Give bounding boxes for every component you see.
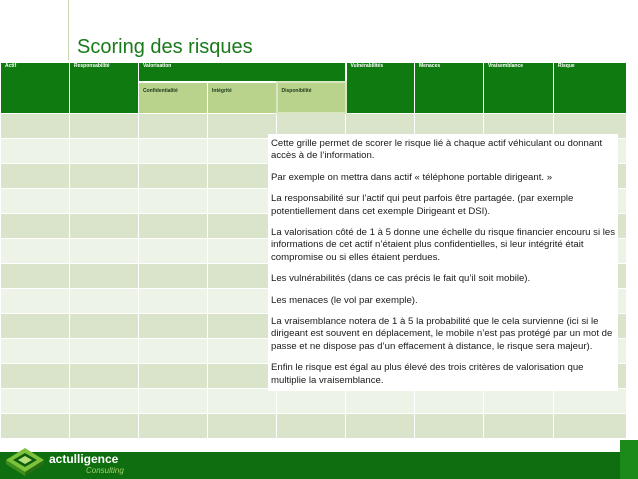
table-cell xyxy=(277,389,346,414)
header-menaces: Menaces xyxy=(415,63,484,114)
table-cell xyxy=(70,364,139,389)
table-cell xyxy=(70,264,139,289)
table-cell xyxy=(70,339,139,364)
note-paragraph: Cette grille permet de scorer le risque lié à chaque actif véhiculant ou donnant accès à de l’information. xyxy=(271,138,603,162)
table-cell xyxy=(70,113,139,139)
note-paragraph: La vraisemblance notera de 1 à 5 la probabilité que le cela survienne (ici si le dirigeant est souvent en déplacement, le mobile n’est pas protégé par un mot de passe et ne dispose pas d’un effacement à distance, le risque sera majeur). xyxy=(271,316,613,352)
footer-corner-accent xyxy=(620,440,638,479)
table-cell xyxy=(70,214,139,239)
table-cell xyxy=(139,289,208,314)
header-risque: Risque xyxy=(554,63,627,114)
table-cell xyxy=(1,189,70,214)
table-cell xyxy=(1,214,70,239)
table-cell xyxy=(208,239,277,264)
table-cell xyxy=(208,339,277,364)
table-cell xyxy=(1,364,70,389)
table-cell xyxy=(208,164,277,189)
table-cell xyxy=(139,164,208,189)
table-cell xyxy=(208,389,277,414)
table-cell xyxy=(139,314,208,339)
table-row xyxy=(1,389,627,414)
table-cell xyxy=(70,314,139,339)
note-paragraph: La valorisation côté de 1 à 5 donne une échelle du risque financier encouru si les informations de cet actif n’étaient plus confidentielles, si leur intégrité était compromise ou si elles étaient perdues. xyxy=(271,227,616,263)
table-cell xyxy=(208,264,277,289)
table-cell xyxy=(1,314,70,339)
table-cell xyxy=(139,239,208,264)
table-cell xyxy=(346,414,415,439)
table-cell xyxy=(139,414,208,439)
table-cell xyxy=(208,139,277,164)
table-cell xyxy=(1,264,70,289)
table-cell xyxy=(139,264,208,289)
table-cell xyxy=(139,389,208,414)
subheader-confidentialite: Confidentialité xyxy=(139,82,208,113)
table-cell xyxy=(484,414,554,439)
table-cell xyxy=(70,289,139,314)
table-cell xyxy=(208,414,277,439)
table-cell xyxy=(554,389,627,414)
table-cell xyxy=(139,339,208,364)
note-paragraph: La responsabilité sur l’actif qui peut parfois être partagée. (par exemple potentiellement dans cet exemple Dirigeant et DSI). xyxy=(271,193,574,217)
table-cell xyxy=(208,189,277,214)
subheader-integrite: Intégrité xyxy=(208,82,277,113)
table-cell xyxy=(1,389,70,414)
table-cell xyxy=(70,189,139,214)
table-cell xyxy=(139,364,208,389)
table-cell xyxy=(139,214,208,239)
header-valorisation: Valorisation xyxy=(139,63,346,83)
table-cell xyxy=(346,389,415,414)
table-cell xyxy=(1,414,70,439)
logo-wordmark: actulligence xyxy=(49,452,119,466)
actulligence-logo-icon xyxy=(4,446,46,478)
table-cell xyxy=(139,189,208,214)
note-paragraph: Par exemple on mettra dans actif « téléphone portable dirigeant. » xyxy=(271,171,553,183)
table-cell xyxy=(139,113,208,139)
header-actif: Actif xyxy=(1,63,70,114)
table-cell xyxy=(415,389,484,414)
logo-subtitle: Consulting xyxy=(86,466,124,475)
table-cell xyxy=(554,414,627,439)
header-vulnerabilites: Vulnérabilités xyxy=(346,63,415,114)
table-cell xyxy=(1,339,70,364)
table-header-row xyxy=(1,63,627,83)
note-paragraph: Les menaces (le vol par exemple). xyxy=(271,294,418,306)
subheader-disponibilite: Disponibilité xyxy=(277,82,346,113)
header-vraisemblance: Vraisemblance xyxy=(484,63,554,114)
table-cell xyxy=(277,414,346,439)
table-row xyxy=(1,414,627,439)
header-responsabilite: Responsabilité xyxy=(70,63,139,114)
table-cell xyxy=(1,239,70,264)
note-paragraph: Enfin le risque est égal au plus élevé des trois critères de valorisation que multiplie la vraisemblance. xyxy=(271,362,584,386)
table-cell xyxy=(70,164,139,189)
table-cell xyxy=(70,239,139,264)
table-cell xyxy=(208,214,277,239)
note-paragraph: Les vulnérabilités (dans ce cas précis le fait qu’il soit mobile). xyxy=(271,273,531,285)
table-cell xyxy=(70,389,139,414)
table-cell xyxy=(208,289,277,314)
table-cell xyxy=(70,139,139,164)
table-cell xyxy=(139,139,208,164)
table-cell xyxy=(208,364,277,389)
table-cell xyxy=(1,164,70,189)
table-cell xyxy=(1,289,70,314)
table-cell xyxy=(1,113,70,139)
table-cell xyxy=(415,414,484,439)
table-cell xyxy=(208,314,277,339)
slide-title: Scoring des risques xyxy=(77,36,253,58)
explanation-textbox xyxy=(268,134,618,391)
table-cell xyxy=(70,414,139,439)
table-cell xyxy=(208,113,277,139)
table-cell xyxy=(484,389,554,414)
title-divider xyxy=(68,0,69,60)
table-cell xyxy=(1,139,70,164)
